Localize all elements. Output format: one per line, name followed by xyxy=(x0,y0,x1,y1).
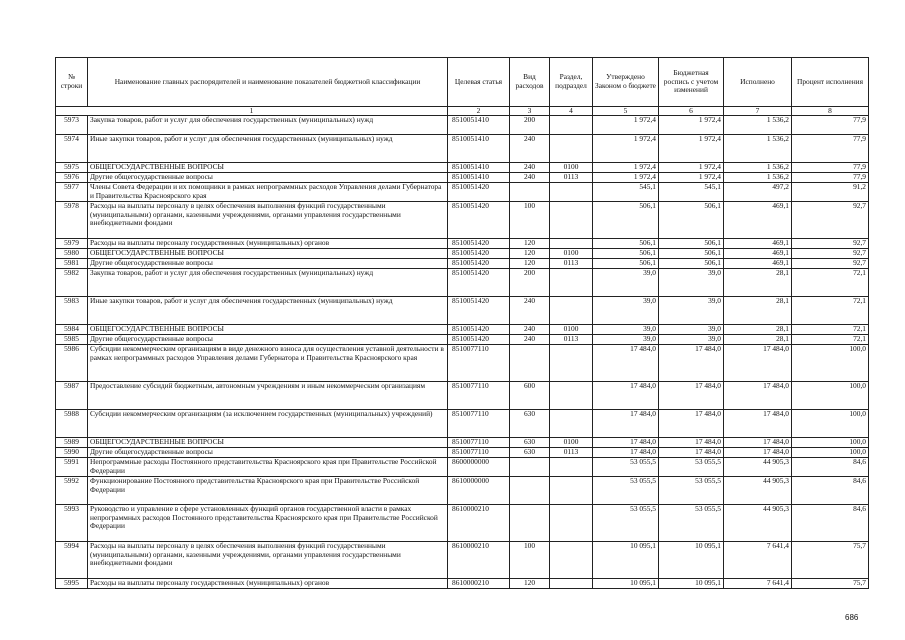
target-article-cell: 8610000210 xyxy=(448,542,510,579)
name-cell: Члены Совета Федерации и их помощники в рамках непрограммных расходов Управления делами Губернатора и Правительства Красноярского края xyxy=(88,183,448,202)
budget-schedule-cell: 17 484,0 xyxy=(659,448,724,458)
target-article-cell: 8510051420 xyxy=(448,325,510,335)
expense-type-cell: 120 xyxy=(510,259,550,269)
row-number-cell: 5976 xyxy=(56,173,88,183)
table-row xyxy=(56,116,869,135)
target-article-cell: 8610000210 xyxy=(448,505,510,542)
executed-cell: 1 536,2 xyxy=(724,135,792,163)
header-executed: Исполнено xyxy=(724,58,792,107)
table-row xyxy=(56,325,869,335)
section-cell: 0100 xyxy=(550,325,593,335)
percent-cell: 77,9 xyxy=(792,135,869,163)
header-target-article: Целевая статья xyxy=(448,58,510,107)
section-cell xyxy=(550,579,593,589)
name-cell: Другие общегосударственные вопросы xyxy=(88,448,448,458)
header-expense-type: Вид расходов xyxy=(510,58,550,107)
approved-cell: 1 972,4 xyxy=(593,116,659,135)
name-cell: ОБЩЕГОСУДАРСТВЕННЫЕ ВОПРОСЫ xyxy=(88,163,448,173)
budget-schedule-cell: 53 055,5 xyxy=(659,505,724,542)
section-cell xyxy=(550,183,593,202)
executed-cell: 28,1 xyxy=(724,297,792,325)
name-cell: Функционирование Постоянного представительства Красноярского края при Правительстве Российской Федерации xyxy=(88,477,448,505)
header-percent: Процент исполнения xyxy=(792,58,869,107)
row-number-cell: 5981 xyxy=(56,259,88,269)
header-row xyxy=(56,58,869,107)
name-cell: Другие общегосударственные вопросы xyxy=(88,259,448,269)
header-row-number: № строки xyxy=(56,58,88,107)
target-article-cell: 8610000000 xyxy=(448,477,510,505)
expense-type-cell: 120 xyxy=(510,579,550,589)
name-cell: Иные закупки товаров, работ и услуг для обеспечения государственных (муниципальных) нужд xyxy=(88,297,448,325)
table-row xyxy=(56,297,869,325)
budget-schedule-cell: 506,1 xyxy=(659,249,724,259)
budget-schedule-cell: 17 484,0 xyxy=(659,345,724,382)
target-article-cell: 8510051420 xyxy=(448,183,510,202)
table-row xyxy=(56,458,869,477)
section-cell xyxy=(550,477,593,505)
executed-cell: 1 536,2 xyxy=(724,173,792,183)
percent-cell: 100,0 xyxy=(792,438,869,448)
table-row xyxy=(56,438,869,448)
executed-cell: 28,1 xyxy=(724,269,792,297)
budget-schedule-cell: 506,1 xyxy=(659,202,724,239)
percent-cell: 72,1 xyxy=(792,269,869,297)
section-cell: 0100 xyxy=(550,249,593,259)
budget-schedule-cell: 1 972,4 xyxy=(659,116,724,135)
executed-cell: 28,1 xyxy=(724,325,792,335)
approved-cell: 17 484,0 xyxy=(593,345,659,382)
target-article-cell: 8510051420 xyxy=(448,249,510,259)
header-budget-schedule: Бюджетная роспись с учетом изменений xyxy=(659,58,724,107)
row-number-cell: 5982 xyxy=(56,269,88,297)
approved-cell: 53 055,5 xyxy=(593,505,659,542)
target-article-cell: 8510051420 xyxy=(448,239,510,249)
row-number-cell: 5993 xyxy=(56,505,88,542)
percent-cell: 100,0 xyxy=(792,448,869,458)
column-number-5: 5 xyxy=(593,107,659,116)
target-article-cell: 8600000000 xyxy=(448,458,510,477)
budget-schedule-cell: 39,0 xyxy=(659,269,724,297)
executed-cell: 44 905,3 xyxy=(724,458,792,477)
executed-cell: 497,2 xyxy=(724,183,792,202)
expense-type-cell: 600 xyxy=(510,382,550,410)
approved-cell: 17 484,0 xyxy=(593,448,659,458)
approved-cell: 53 055,5 xyxy=(593,458,659,477)
budget-schedule-cell: 17 484,0 xyxy=(659,438,724,448)
row-number-cell: 5986 xyxy=(56,345,88,382)
expense-type-cell: 240 xyxy=(510,335,550,345)
percent-cell: 75,7 xyxy=(792,542,869,579)
percent-cell: 75,7 xyxy=(792,579,869,589)
target-article-cell: 8510051410 xyxy=(448,135,510,163)
name-cell: Расходы на выплаты персоналу в целях обеспечения выполнения функций государственными (муниципальными) органами, казенными учреждениями, органами управления государственными внебюджетными фондами xyxy=(88,202,448,239)
row-number-cell: 5979 xyxy=(56,239,88,249)
approved-cell: 10 095,1 xyxy=(593,542,659,579)
executed-cell: 1 536,2 xyxy=(724,163,792,173)
name-cell: Иные закупки товаров, работ и услуг для обеспечения государственных (муниципальных) нужд xyxy=(88,135,448,163)
approved-cell: 1 972,4 xyxy=(593,163,659,173)
row-number-cell: 5978 xyxy=(56,202,88,239)
row-number-cell: 5992 xyxy=(56,477,88,505)
name-cell: Расходы на выплаты персоналу государственных (муниципальных) органов xyxy=(88,239,448,249)
approved-cell: 39,0 xyxy=(593,297,659,325)
table-row xyxy=(56,202,869,239)
budget-schedule-cell: 17 484,0 xyxy=(659,410,724,438)
approved-cell: 10 095,1 xyxy=(593,579,659,589)
executed-cell: 17 484,0 xyxy=(724,438,792,448)
row-number-cell: 5975 xyxy=(56,163,88,173)
table-row xyxy=(56,448,869,458)
column-number-4: 4 xyxy=(550,107,593,116)
section-cell xyxy=(550,542,593,579)
table-row xyxy=(56,410,869,438)
budget-report-sheet xyxy=(55,57,868,589)
row-number-cell: 5984 xyxy=(56,325,88,335)
approved-cell: 17 484,0 xyxy=(593,382,659,410)
table-body xyxy=(56,116,869,589)
row-number-cell: 5983 xyxy=(56,297,88,325)
budget-schedule-cell: 1 972,4 xyxy=(659,163,724,173)
row-number-cell: 5985 xyxy=(56,335,88,345)
budget-schedule-cell: 10 095,1 xyxy=(659,542,724,579)
executed-cell: 469,1 xyxy=(724,239,792,249)
target-article-cell: 8510051420 xyxy=(448,202,510,239)
table-row xyxy=(56,345,869,382)
header-section: Раздел, подраздел xyxy=(550,58,593,107)
percent-cell: 72,1 xyxy=(792,325,869,335)
table-row xyxy=(56,135,869,163)
table-row xyxy=(56,477,869,505)
executed-cell: 7 641,4 xyxy=(724,542,792,579)
budget-schedule-cell: 506,1 xyxy=(659,239,724,249)
table-row xyxy=(56,173,869,183)
name-cell: ОБЩЕГОСУДАРСТВЕННЫЕ ВОПРОСЫ xyxy=(88,325,448,335)
expense-type-cell: 120 xyxy=(510,239,550,249)
executed-cell: 17 484,0 xyxy=(724,345,792,382)
name-cell: Другие общегосударственные вопросы xyxy=(88,335,448,345)
section-cell: 0113 xyxy=(550,335,593,345)
expense-type-cell: 240 xyxy=(510,163,550,173)
percent-cell: 77,9 xyxy=(792,163,869,173)
expense-type-cell: 200 xyxy=(510,116,550,135)
expense-type-cell: 240 xyxy=(510,325,550,335)
target-article-cell: 8610000210 xyxy=(448,579,510,589)
section-cell: 0113 xyxy=(550,173,593,183)
column-number-6: 6 xyxy=(659,107,724,116)
table-row xyxy=(56,259,869,269)
section-cell xyxy=(550,135,593,163)
approved-cell: 17 484,0 xyxy=(593,410,659,438)
budget-schedule-cell: 53 055,5 xyxy=(659,477,724,505)
approved-cell: 39,0 xyxy=(593,325,659,335)
target-article-cell: 8510077110 xyxy=(448,448,510,458)
executed-cell: 28,1 xyxy=(724,335,792,345)
expense-type-cell xyxy=(510,183,550,202)
budget-schedule-cell: 545,1 xyxy=(659,183,724,202)
section-cell xyxy=(550,116,593,135)
approved-cell: 1 972,4 xyxy=(593,173,659,183)
percent-cell: 72,1 xyxy=(792,297,869,325)
target-article-cell: 8510051420 xyxy=(448,297,510,325)
table-row xyxy=(56,183,869,202)
expense-type-cell: 240 xyxy=(510,297,550,325)
target-article-cell: 8510051410 xyxy=(448,163,510,173)
name-cell: Руководство и управление в сфере установленных функций органов государственной власти в рамках непрограммных расходов Постоянного представительства Красноярского края при Правительстве Российской Федерации xyxy=(88,505,448,542)
section-cell: 0100 xyxy=(550,438,593,448)
expense-type-cell: 630 xyxy=(510,448,550,458)
section-cell xyxy=(550,382,593,410)
percent-cell: 92,7 xyxy=(792,249,869,259)
executed-cell: 17 484,0 xyxy=(724,410,792,438)
executed-cell: 17 484,0 xyxy=(724,382,792,410)
target-article-cell: 8510077110 xyxy=(448,345,510,382)
expense-type-cell: 200 xyxy=(510,269,550,297)
row-number-cell: 5989 xyxy=(56,438,88,448)
percent-cell: 92,7 xyxy=(792,239,869,249)
name-cell: Предоставление субсидий бюджетным, автономным учреждениям и иным некоммерческим организациям xyxy=(88,382,448,410)
row-number-cell: 5974 xyxy=(56,135,88,163)
table-row xyxy=(56,505,869,542)
approved-cell: 506,1 xyxy=(593,249,659,259)
budget-schedule-cell: 53 055,5 xyxy=(659,458,724,477)
section-cell xyxy=(550,297,593,325)
percent-cell: 84,6 xyxy=(792,477,869,505)
percent-cell: 72,1 xyxy=(792,335,869,345)
executed-cell: 1 536,2 xyxy=(724,116,792,135)
section-cell xyxy=(550,269,593,297)
target-article-cell: 8510077110 xyxy=(448,382,510,410)
name-cell: Закупка товаров, работ и услуг для обеспечения государственных (муниципальных) нужд xyxy=(88,269,448,297)
expense-type-cell: 630 xyxy=(510,410,550,438)
percent-cell: 77,9 xyxy=(792,116,869,135)
percent-cell: 100,0 xyxy=(792,410,869,438)
section-cell xyxy=(550,505,593,542)
approved-cell: 506,1 xyxy=(593,259,659,269)
target-article-cell: 8510077110 xyxy=(448,410,510,438)
name-cell: ОБЩЕГОСУДАРСТВЕННЫЕ ВОПРОСЫ xyxy=(88,438,448,448)
row-number-cell: 5977 xyxy=(56,183,88,202)
percent-cell: 100,0 xyxy=(792,382,869,410)
section-cell: 0113 xyxy=(550,448,593,458)
percent-cell: 92,7 xyxy=(792,259,869,269)
executed-cell: 17 484,0 xyxy=(724,448,792,458)
section-cell xyxy=(550,410,593,438)
budget-schedule-cell: 506,1 xyxy=(659,259,724,269)
row-number-cell: 5995 xyxy=(56,579,88,589)
row-number-cell: 5987 xyxy=(56,382,88,410)
executed-cell: 44 905,3 xyxy=(724,477,792,505)
target-article-cell: 8510051410 xyxy=(448,116,510,135)
percent-cell: 77,9 xyxy=(792,173,869,183)
budget-schedule-cell: 39,0 xyxy=(659,325,724,335)
name-cell: ОБЩЕГОСУДАРСТВЕННЫЕ ВОПРОСЫ xyxy=(88,249,448,259)
name-cell: Расходы на выплаты персоналу в целях обеспечения выполнения функций государственными (муниципальными) органами, казенными учреждениями, органами управления государственными внебюджетными фондами xyxy=(88,542,448,579)
row-number-cell: 5990 xyxy=(56,448,88,458)
budget-schedule-cell: 39,0 xyxy=(659,297,724,325)
expense-type-cell xyxy=(510,458,550,477)
name-cell: Закупка товаров, работ и услуг для обеспечения государственных (муниципальных) нужд xyxy=(88,116,448,135)
target-article-cell: 8510077110 xyxy=(448,438,510,448)
percent-cell: 84,6 xyxy=(792,458,869,477)
expense-type-cell: 100 xyxy=(510,202,550,239)
executed-cell: 7 641,4 xyxy=(724,579,792,589)
executed-cell: 44 905,3 xyxy=(724,505,792,542)
percent-cell: 92,7 xyxy=(792,202,869,239)
row-number-cell: 5994 xyxy=(56,542,88,579)
table-row xyxy=(56,269,869,297)
row-number-cell: 5980 xyxy=(56,249,88,259)
row-number-cell: 5973 xyxy=(56,116,88,135)
expense-type-cell: 120 xyxy=(510,249,550,259)
row-number-cell: 5988 xyxy=(56,410,88,438)
table-row xyxy=(56,579,869,589)
target-article-cell: 8510051420 xyxy=(448,259,510,269)
approved-cell: 545,1 xyxy=(593,183,659,202)
table-row xyxy=(56,542,869,579)
page-number: 686 xyxy=(845,613,859,622)
column-number-3: 3 xyxy=(510,107,550,116)
name-cell: Непрограммные расходы Постоянного представительства Красноярского края при Правительстве Российской Федерации xyxy=(88,458,448,477)
section-cell xyxy=(550,202,593,239)
table-row xyxy=(56,335,869,345)
expense-type-cell: 100 xyxy=(510,542,550,579)
expense-type-cell: 240 xyxy=(510,135,550,163)
budget-schedule-cell: 1 972,4 xyxy=(659,173,724,183)
approved-cell: 506,1 xyxy=(593,202,659,239)
column-number-1: 1 xyxy=(56,107,448,116)
name-cell: Другие общегосударственные вопросы xyxy=(88,173,448,183)
approved-cell: 39,0 xyxy=(593,269,659,297)
percent-cell: 100,0 xyxy=(792,345,869,382)
approved-cell: 506,1 xyxy=(593,239,659,249)
executed-cell: 469,1 xyxy=(724,259,792,269)
row-number-cell: 5991 xyxy=(56,458,88,477)
target-article-cell: 8510051420 xyxy=(448,269,510,297)
column-number-row xyxy=(56,107,869,116)
column-number-2: 2 xyxy=(448,107,510,116)
table-row xyxy=(56,239,869,249)
table-row xyxy=(56,382,869,410)
header-approved: Утверждено Законом о бюджете xyxy=(593,58,659,107)
approved-cell: 39,0 xyxy=(593,335,659,345)
name-cell: Субсидии некоммерческим организациям в виде денежного взноса для осуществления уставной деятельности в рамках непрограммных расходов Управления делами Губернатора и Правительства Красноярского края xyxy=(88,345,448,382)
table-row xyxy=(56,249,869,259)
expense-type-cell: 630 xyxy=(510,438,550,448)
budget-execution-table xyxy=(55,57,869,589)
column-number-8: 8 xyxy=(792,107,869,116)
target-article-cell: 8510051420 xyxy=(448,335,510,345)
target-article-cell: 8510051410 xyxy=(448,173,510,183)
budget-schedule-cell: 17 484,0 xyxy=(659,382,724,410)
budget-schedule-cell: 10 095,1 xyxy=(659,579,724,589)
table-row xyxy=(56,163,869,173)
expense-type-cell xyxy=(510,477,550,505)
section-cell: 0100 xyxy=(550,163,593,173)
approved-cell: 1 972,4 xyxy=(593,135,659,163)
approved-cell: 17 484,0 xyxy=(593,438,659,448)
section-cell: 0113 xyxy=(550,259,593,269)
section-cell xyxy=(550,239,593,249)
executed-cell: 469,1 xyxy=(724,202,792,239)
budget-schedule-cell: 1 972,4 xyxy=(659,135,724,163)
executed-cell: 469,1 xyxy=(724,249,792,259)
expense-type-cell xyxy=(510,345,550,382)
header-name: Наименование главных распорядителей и наименование показателей бюджетной классификации xyxy=(88,58,448,107)
name-cell: Субсидии некоммерческим организациям (за исключением государственных (муниципальных) учреждений) xyxy=(88,410,448,438)
percent-cell: 91,2 xyxy=(792,183,869,202)
percent-cell: 84,6 xyxy=(792,505,869,542)
name-cell: Расходы на выплаты персоналу государственных (муниципальных) органов xyxy=(88,579,448,589)
expense-type-cell xyxy=(510,505,550,542)
section-cell xyxy=(550,458,593,477)
section-cell xyxy=(550,345,593,382)
column-number-7: 7 xyxy=(724,107,792,116)
budget-schedule-cell: 39,0 xyxy=(659,335,724,345)
expense-type-cell: 240 xyxy=(510,173,550,183)
approved-cell: 53 055,5 xyxy=(593,477,659,505)
